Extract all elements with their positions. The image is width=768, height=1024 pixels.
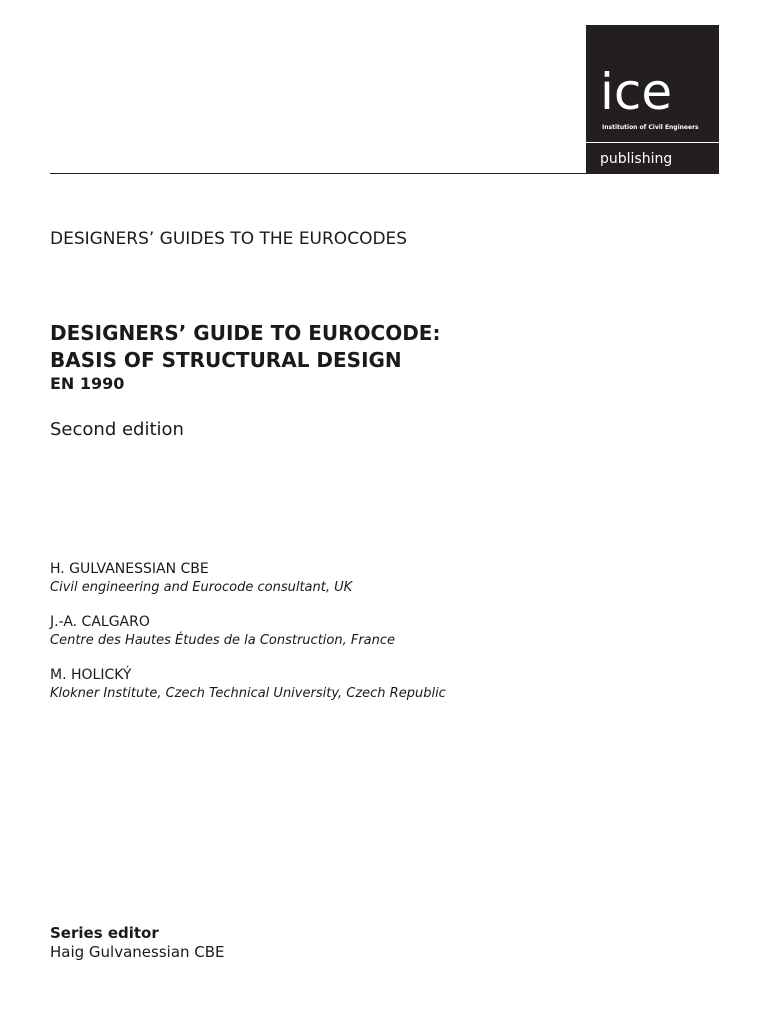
edition-label: Second edition (50, 419, 184, 440)
series-editor-label: Series editor (50, 924, 159, 942)
author-affiliation: Klokner Institute, Czech Technical University, Czech Republic (50, 686, 446, 701)
logo-divider (586, 142, 719, 143)
publisher-logo (586, 25, 719, 174)
author-name: J.-A. CALGARO (50, 614, 150, 630)
book-title-line-1: DESIGNERS’ GUIDE TO EUROCODE: (50, 321, 441, 345)
book-title (50, 320, 440, 374)
author-affiliation: Centre des Hautes Études de la Construction, France (50, 633, 396, 648)
ice-logo-mark: ice (600, 63, 673, 121)
institution-name: Institution of Civil Engineers (602, 124, 699, 131)
series-editor-name: Haig Gulvanessian CBE (50, 943, 225, 961)
standard-code: EN 1990 (50, 374, 125, 393)
header-divider (50, 173, 719, 174)
author-name: H. GULVANESSIAN CBE (50, 561, 209, 577)
author-affiliation: Civil engineering and Eurocode consultant, UK (50, 580, 353, 595)
book-title-line-2: BASIS OF STRUCTURAL DESIGN (50, 348, 402, 372)
publisher-label: publishing (600, 151, 673, 167)
author-name: M. HOLICKÝ (50, 667, 132, 683)
series-title: DESIGNERS’ GUIDES TO THE EUROCODES (50, 229, 408, 249)
